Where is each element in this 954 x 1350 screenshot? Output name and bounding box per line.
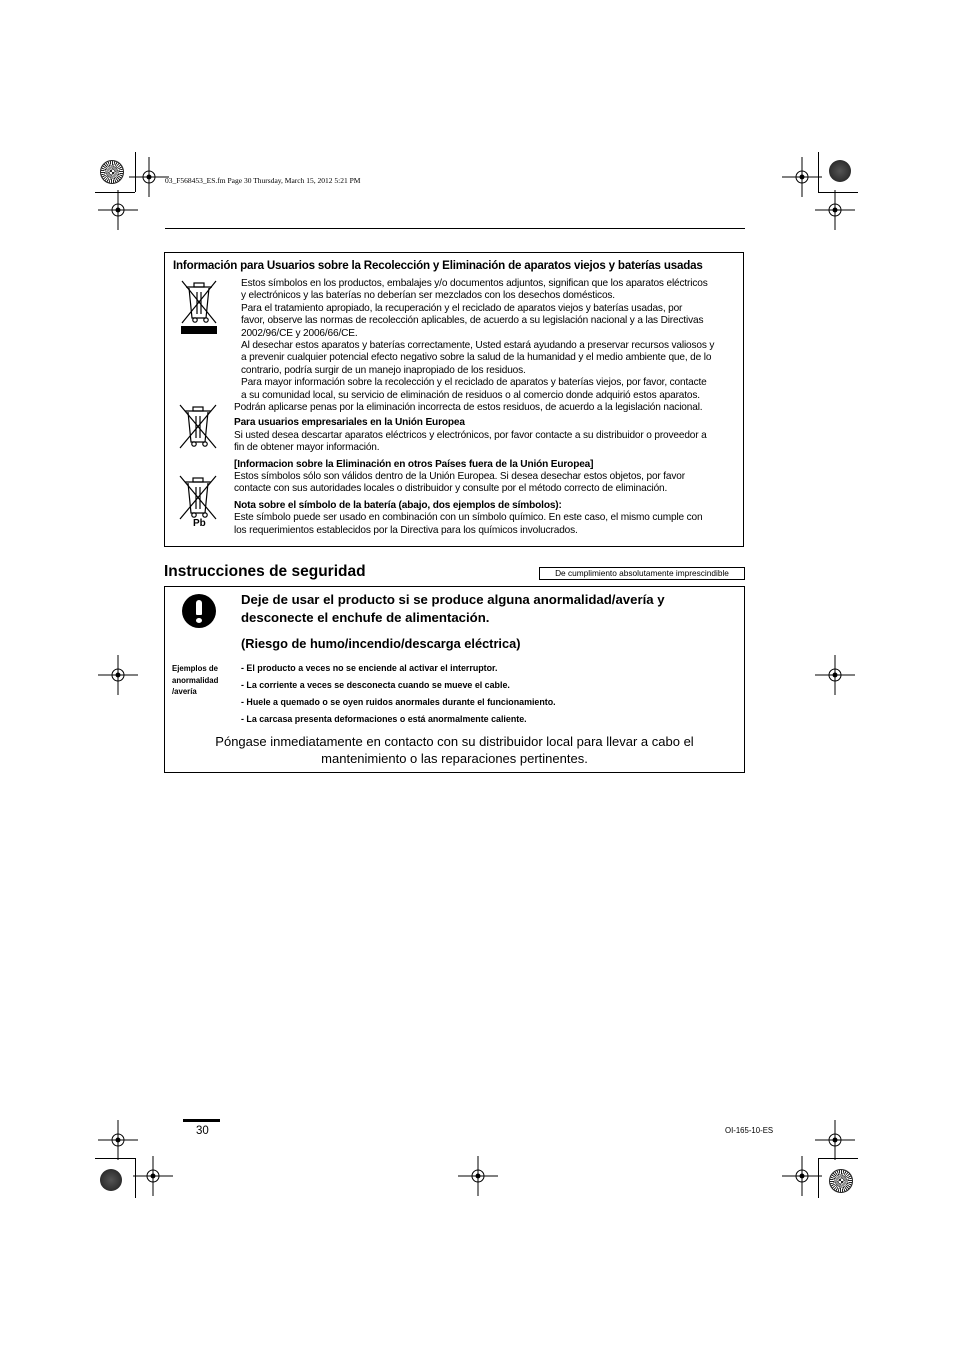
examples-label-line: anormalidad <box>172 675 219 685</box>
battery-heading: Nota sobre el símbolo de la batería (abajo, dos ejemplos de símbolos): <box>234 499 562 511</box>
safety-heading: Instrucciones de seguridad <box>164 563 366 580</box>
recycling-intro-line: a prevenir cualquier potencial efecto negativo sobre la salud de la humanidad y el medio ambiente que, de lo <box>241 352 712 364</box>
list-item: - El producto a veces no se enciende al activar el interruptor. <box>241 663 498 673</box>
recycling-intro <box>241 278 714 402</box>
trim-mark <box>818 1158 819 1198</box>
recycling-title: Información para Usuarios sobre la Recolección y Eliminación de aparatos viejos y baterías usadas <box>173 259 703 272</box>
recycling-intro-line: Podrán aplicarse penas por la eliminación incorrecta de estos residuos, de acuerdo a la legislación nacional. <box>234 402 703 413</box>
trim-mark <box>135 152 136 192</box>
outside-eu-line: Estos símbolos sólo son válidos dentro de la Unión Europea. Si desea desechar estos objetos, por favor <box>234 471 685 483</box>
main-warning-line: desconecte el enchufe de alimentación. <box>241 609 490 625</box>
recycling-intro-line: Al desechar estos aparatos y baterías correctamente, Usted estará ayudando a preservar recursos valiosos y <box>241 340 715 352</box>
examples-label <box>172 663 218 698</box>
crossed-bin-bar-icon <box>179 278 219 336</box>
registration-mark-icon <box>815 655 855 695</box>
business-line: Si usted desea descartar aparatos eléctricos y electrónicos, por favor contacte a su distribuidor o proveedor a <box>234 429 707 441</box>
recycling-intro-line: contrario, podría surgir de un manejo inapropiado de los residuos. <box>241 364 526 376</box>
examples-label-line: /avería <box>172 687 197 696</box>
list-item: - Huele a quemado o se oyen ruidos anormales durante el funcionamiento. <box>241 697 556 707</box>
recycling-intro-line: Estos símbolos en los productos, embalajes y/o documentos adjuntos, significan que los aparatos eléctricos <box>241 278 708 289</box>
list-item: - La corriente a veces se desconecta cuando se mueve el cable. <box>241 680 510 690</box>
color-bar-swatch <box>829 1169 853 1193</box>
crossed-bin-battery-icon <box>177 473 219 521</box>
recycling-intro-line: Para mayor información sobre la recolección y el reciclado de aparatos y baterías viejos, por favor, contacte <box>241 377 707 389</box>
main-warning-line: Deje de usar el producto si se produce alguna anormalidad/avería y <box>241 592 665 607</box>
battery-line: los requerimientos establecidos por la Directiva para los químicos involucrados. <box>234 524 578 536</box>
registration-mark-icon <box>782 1156 822 1196</box>
recycling-intro-line: a su comunidad local, su servicio de eliminación de residuos o al comercio donde adquirió estos aparatos. <box>241 389 700 401</box>
file-info: 03_F568453_ES.fm Page 30 Thursday, March 15, 2012 5:21 PM <box>165 176 361 185</box>
examples-label-line: Ejemplos de <box>172 664 218 673</box>
crossed-bin-icon <box>177 402 219 450</box>
examples-list <box>241 660 556 728</box>
header-rule <box>165 228 745 229</box>
registration-mark-icon <box>98 190 138 230</box>
registration-mark-icon <box>98 655 138 695</box>
compliance-tag: De cumplimiento absolutamente imprescindible <box>539 567 745 580</box>
color-bar-swatch <box>100 1169 122 1191</box>
trim-mark <box>818 192 858 193</box>
registration-mark-icon <box>815 190 855 230</box>
contact-note <box>165 734 744 767</box>
list-item: - La carcasa presenta deformaciones o está anormalmente caliente. <box>241 714 527 724</box>
trim-mark <box>818 152 819 192</box>
safety-warning-box <box>164 586 745 773</box>
color-bar-swatch <box>829 160 851 182</box>
recycling-sections <box>234 402 707 537</box>
document-code: OI-165-10-ES <box>725 1126 774 1135</box>
recycling-intro-line: 2002/96/CE y 2006/66/CE. <box>241 327 358 339</box>
registration-mark-icon <box>458 1156 498 1196</box>
registration-mark-icon <box>815 1120 855 1160</box>
contact-note-line: Póngase inmediatamente en contacto con su distribuidor local para llevar a cabo el <box>215 734 694 749</box>
business-heading: Para usuarios empresariales en la Unión Europea <box>234 417 465 429</box>
registration-mark-icon <box>98 1120 138 1160</box>
color-bar-swatch <box>100 160 124 184</box>
recycling-info-box <box>164 252 744 547</box>
trim-mark <box>818 1158 858 1159</box>
chemical-symbol: Pb <box>193 518 206 529</box>
trim-mark <box>95 1158 135 1159</box>
registration-mark-icon <box>133 1156 173 1196</box>
outside-eu-heading: [Informacion sobre la Eliminación en otros Países fuera de la Unión Europea] <box>234 458 594 470</box>
trim-mark <box>135 1158 136 1198</box>
trim-mark <box>95 192 135 193</box>
outside-eu-line: contacte con sus autoridades locales o distribuidor y consulte por el método correcto de eliminación. <box>234 483 668 495</box>
contact-note-line: mantenimiento o las reparaciones pertinentes. <box>321 750 588 766</box>
battery-line: Este símbolo puede ser usado en combinación con un símbolo químico. En este caso, el mismo cumple con <box>234 512 703 524</box>
main-warning <box>241 591 665 626</box>
recycling-intro-line: Para el tratamiento apropiado, la recuperación y el reciclado de aparatos viejos y baterías usadas, por <box>241 302 683 314</box>
page-number: 30 <box>196 1125 209 1137</box>
recycling-intro-line: favor, observe las normas de recolección aplicables, de acuerdo a su legislación nacional y a las Directivas <box>241 315 704 327</box>
page-number-rule <box>183 1119 220 1122</box>
risk-note: (Riesgo de humo/incendio/descarga eléctrica) <box>241 636 521 651</box>
exclamation-warning-icon <box>182 594 216 628</box>
business-line: fin de obtener mayor información. <box>234 442 380 454</box>
recycling-intro-line: y electrónicos y las baterías no deberían ser mezclados con los desechos domésticos. <box>241 290 615 302</box>
